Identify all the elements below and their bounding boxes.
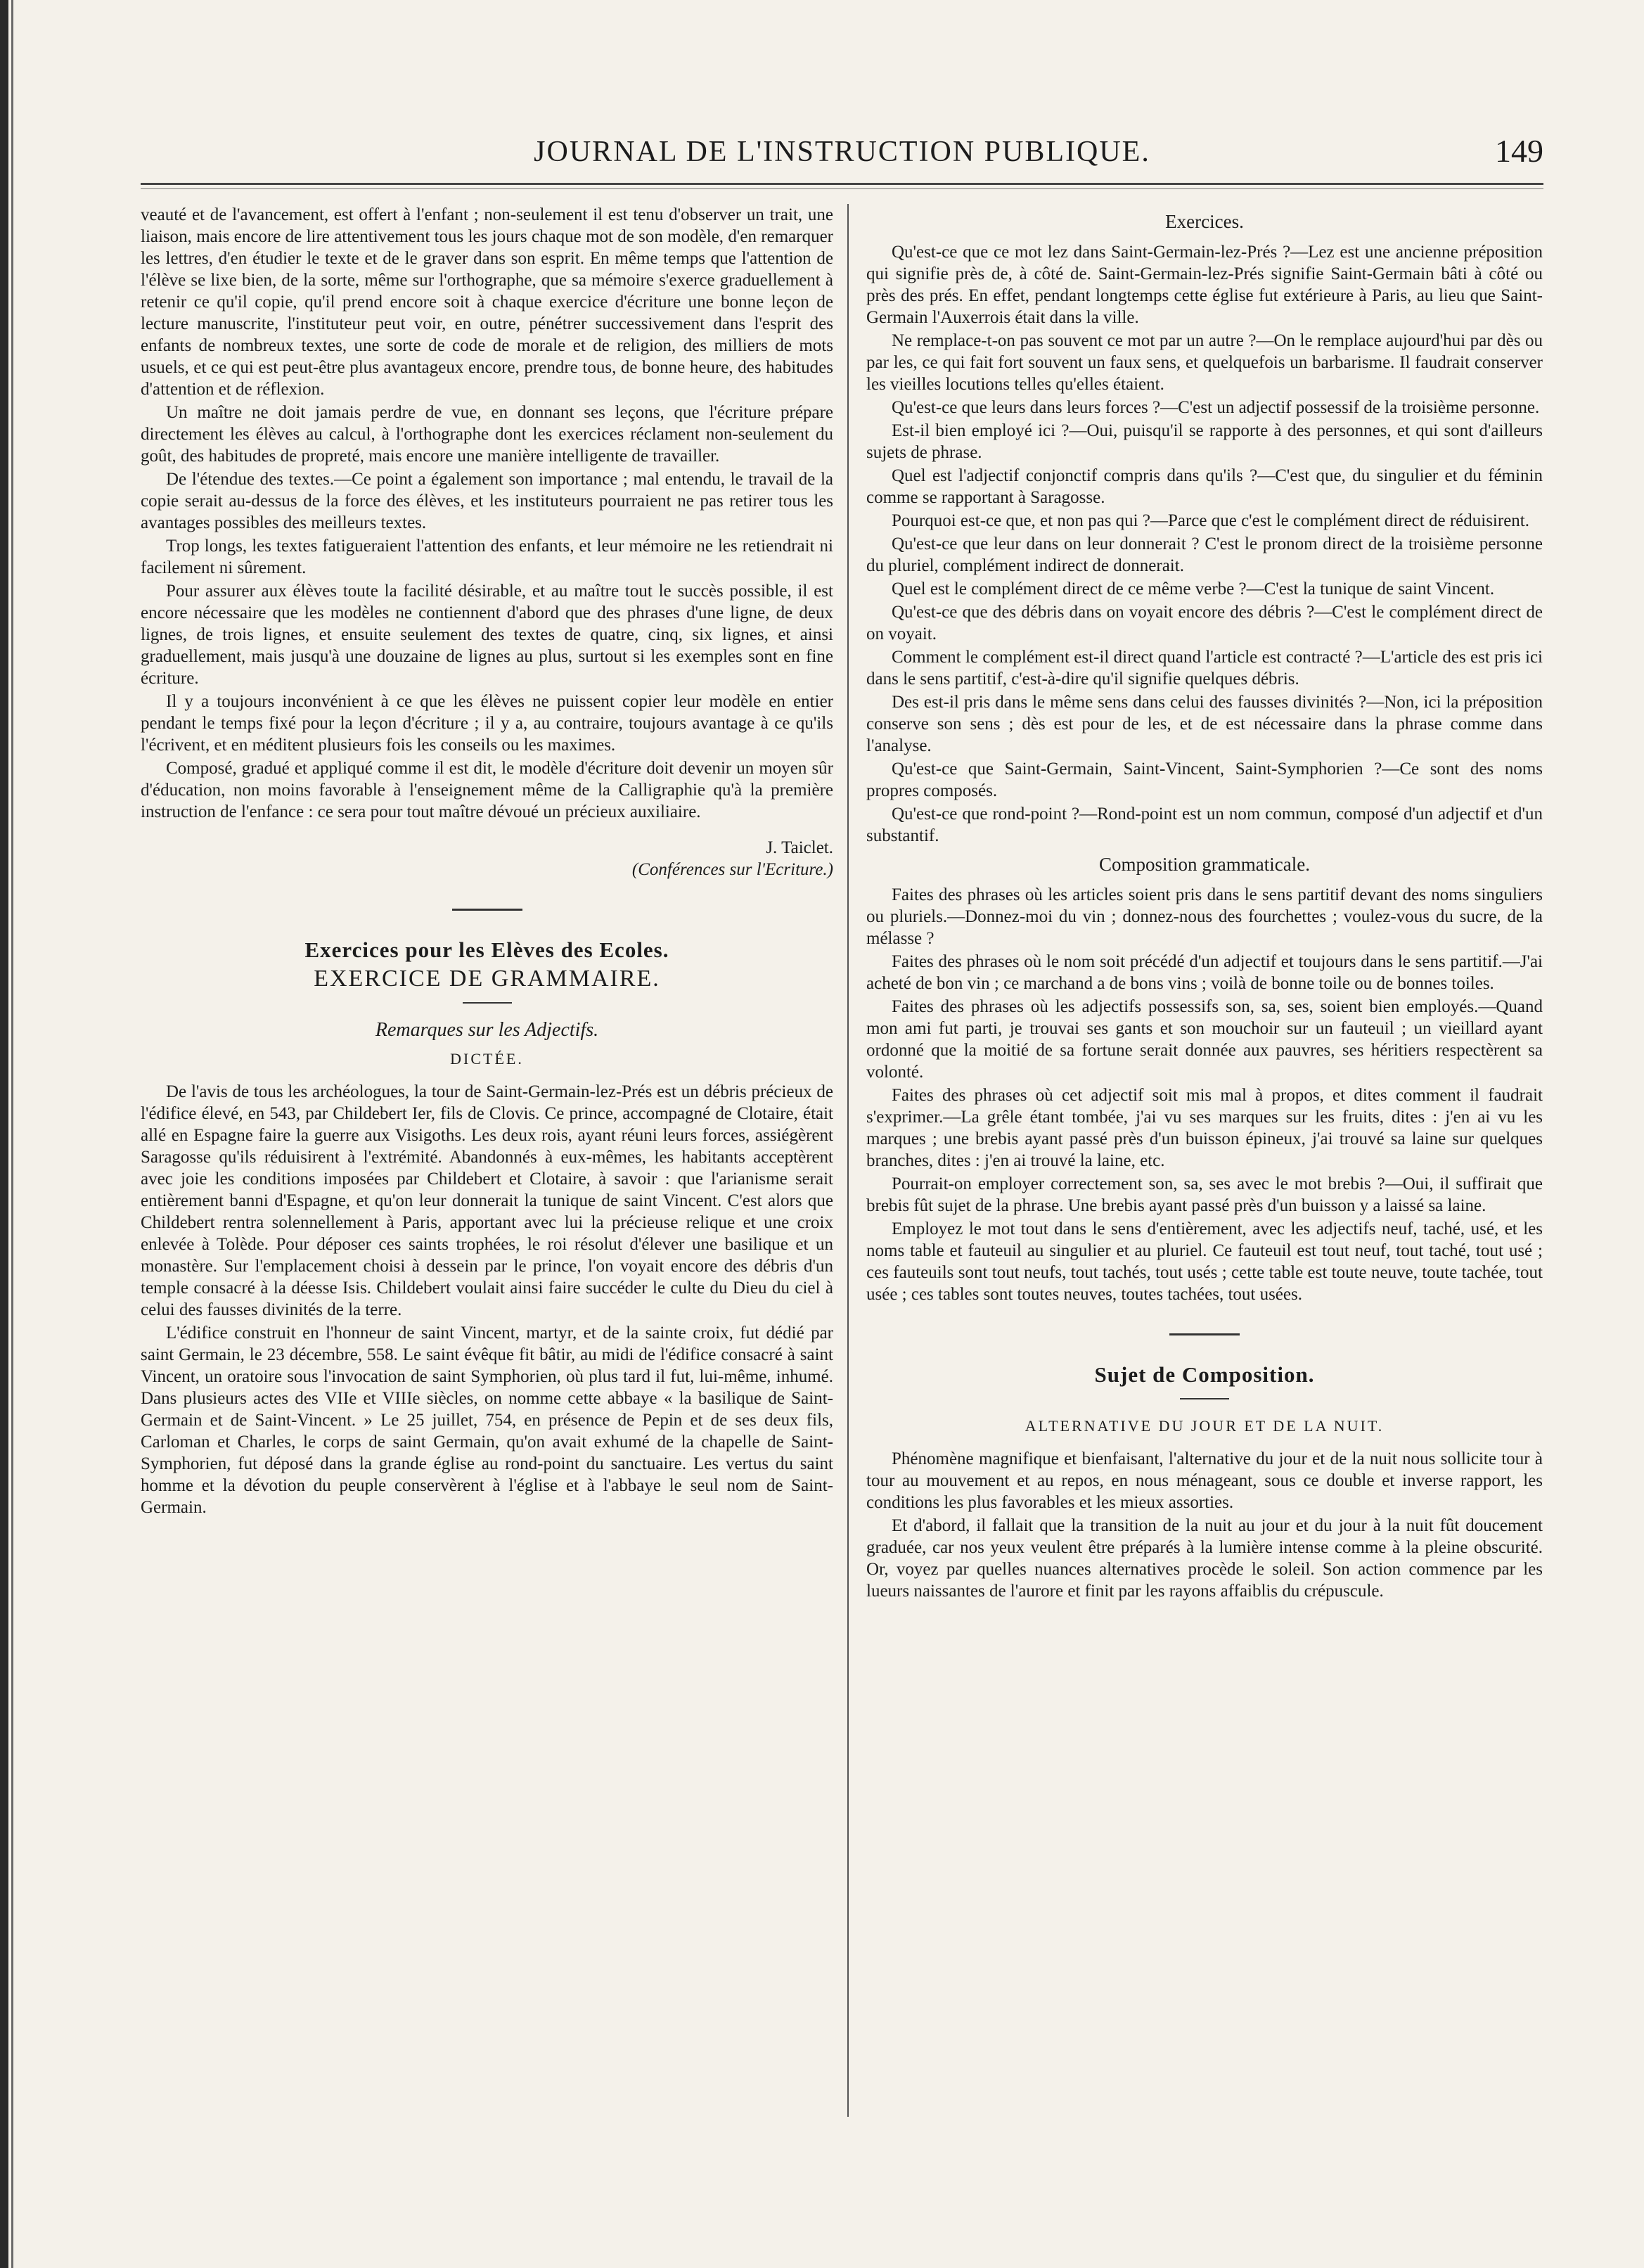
dictee-label: DICTÉE. <box>450 1050 524 1068</box>
section-separator <box>1169 1333 1240 1335</box>
header-rule-thin <box>141 188 1543 189</box>
left-column <box>141 204 833 1520</box>
page-header <box>141 132 1543 174</box>
paragraph: De l'étendue des textes.—Ce point a également son importance ; mal entendu, le travail de la copie serait au-dessus de la force des élèves, et les instituteurs pourraient ne pas retirer tous les avantages possibles des meilleurs textes. <box>141 470 833 532</box>
composition-heading: Composition grammaticale. <box>1099 854 1310 875</box>
subject-subtitle: ALTERNATIVE DU JOUR ET DE LA NUIT. <box>1025 1417 1385 1435</box>
paragraph: Composé, gradué et appliqué comme il est dit, le modèle d'écriture doit devenir un moyen sûr d'éducation, non moins favorable à l'enseignement même de la Calligraphie qu'à la première instruction de l'enfance : ce sera pour tout maître dévoué un précieux auxiliaire. <box>141 759 833 821</box>
paragraph: Trop longs, les textes fatigueraient l'attention des enfants, et leur mémoire ne les retiendrait ni facilement ni sûrement. <box>141 537 833 577</box>
paragraph: Des est-il pris dans le même sens dans celui des fausses divinités ?—Non, ici la préposition conserve son sens ; dès est pour de les, et de est nécessaire dans la phrase comme dans l'analyse. <box>866 693 1543 755</box>
signature-source: (Conférences sur l'Ecriture.) <box>631 860 833 879</box>
short-separator <box>463 1002 512 1004</box>
paragraph: Faites des phrases où les adjectifs possessifs son, sa, ses, soient bien employés.—Quand mon ami fut parti, je trouvai ses gants et son mouchoir sur un fauteuil ; un vieillard ayant ordonné que la moitié de sa fortune serait donnée aux pauvres, ses héritiers respectèrent sa volonté. <box>866 997 1543 1082</box>
page-number: 149 <box>1495 133 1543 169</box>
paragraph: Pour assurer aux élèves toute la facilité désirable, et au maître tout le succès possible, il est encore nécessaire que les modèles ne contiennent d'abord que des phrases d'une ligne, de deux lignes, de trois lignes, et ensuite seulement des textes de quatre, cinq, six lignes, et ainsi graduellement, mais jusqu'à une douzaine de lignes au plus, surtout si les exemples sont en fine écriture. <box>141 582 833 688</box>
paragraph: Comment le complément est-il direct quand l'article est contracté ?—L'article des est pris ici dans le sens partitif, c'est-à-dire qu'il signifie quelques débris. <box>866 648 1543 688</box>
paragraph: Qu'est-ce que leur dans on leur donnerait ? C'est le pronom direct de la troisième personne du pluriel, complément indirect de donnerait. <box>866 534 1543 575</box>
paragraph: veauté et de l'avancement, est offert à l'enfant ; non-seulement il est tenu d'observer un trait, une liaison, mais encore de lire attentivement tous les jours chaque mot de son modèle, d'en remarquer les lettres, d'en étudier le texte et de le graver dans son esprit. En même temps que l'attention de l'élève se lixe bien, de la sorte, même sur l'orthographe, que sa mémoire s'exerce graduellement à retenir ce qu'il copie, qu'il prend encore soit à chaque exercice d'écriture une bonne leçon de lecture manuscrite, l'instituteur peut voir, en outre, pénétrer successivement dans l'esprit des enfants de nombreux textes, une sorte de code de morale et de religion, des milliers de mots usuels, et ce qui est peut-être plus avantageux encore, prendre tous, de bonne heure, des habitudes d'attention et de réflexion. <box>141 205 833 399</box>
paragraph: L'édifice construit en l'honneur de saint Vincent, martyr, et de la sainte croix, fut dédié par saint Germain, le 23 décembre, 558. Le saint évêque fit bâtir, au midi de l'édifice consacré à saint Vincent, un oratoire sous l'invocation de saint Symphorien, où plus tard il fut, lui-même, inhumé. Dans plusieurs actes des VIIe et VIIIe siècles, on nomme cette abbaye « la basilique de Saint-Germain et de Saint-Vincent. » Le 25 juillet, 754, en présence de Pepin et de ses deux fils, Carloman et Charles, le corps de saint Germain, qu'on avait exhumé de la chapelle de Saint-Symphorien, fut déposé dans la grande église au rond-point du sanctuaire. Les vertus du saint homme et la dévotion du peuple conservèrent à l'église et à l'abbaye le seul nom de Saint-Germain. <box>141 1324 833 1517</box>
paragraph: Qu'est-ce que ce mot lez dans Saint-Germain-lez-Prés ?—Lez est une ancienne préposition qui signifie près de, à côté de. Saint-Germain-lez-Prés signifie Saint-Germain bâti à côté ou près des prés. En effet, pendant longtemps cette église fut extérieure à Paris, au lieu que Saint-Germain l'Auxerrois était dans la ville. <box>866 243 1543 327</box>
paragraph: Est-il bien employé ici ?—Oui, puisqu'il se rapporte à des personnes, et qui sont d'ailleurs sujets de phrase. <box>866 421 1543 462</box>
journal-title: JOURNAL DE L'INSTRUCTION PUBLIQUE. <box>534 136 1150 168</box>
paragraph: Pourrait-on employer correctement son, sa, ses avec le mot brebis ?—Oui, il suffirait que brebis fût sujet de la phrase. Une brebis ayant passé près d'un buisson y a laissé sa laine. <box>866 1174 1543 1215</box>
column-divider <box>847 204 849 2117</box>
paragraph: Employez le mot tout dans le sens d'entièrement, avec les adjectifs neuf, taché, usé, et les noms table et fauteuil au singulier et au pluriel. Ce fauteuil est tout neuf, tout taché, tout usé ; ces fauteuils sont tout neufs, tout tachés, tout usés ; cette table est toute neuve, toute tachée, tout usée ; ces tables sont toutes neuves, toutes tachées, tout usées. <box>866 1219 1543 1304</box>
paragraph: Et d'abord, il fallait que la transition de la nuit au jour et du jour à la nuit fût doucement graduée, car nos yeux veulent être préparés à la lumière intense comme à la pleine obscurité. Or, voyez par quelles nuances alternatives procède le soleil. Son action commence par les lueurs naissantes de l'aurore et finit par les rayons affaiblis du crépuscule. <box>866 1516 1543 1601</box>
short-separator <box>1180 1398 1229 1399</box>
header-rule <box>141 183 1543 185</box>
exercises-heading: Exercices. <box>1165 211 1244 232</box>
paragraph: Pourquoi est-ce que, et non pas qui ?—Parce que c'est le complément direct de réduisirent. <box>892 511 1529 530</box>
paragraph: Qu'est-ce que des débris dans on voyait encore des débris ?—C'est le complément direct de on voyait. <box>866 603 1543 643</box>
right-column <box>866 204 1543 1603</box>
exercise-title: EXERCICE DE GRAMMAIRE. <box>314 966 660 992</box>
exercise-subtitle: Remarques sur les Adjectifs. <box>375 1019 599 1041</box>
section-title: Exercices pour les Elèves des Ecoles. <box>304 937 669 962</box>
paragraph: De l'avis de tous les archéologues, la tour de Saint-Germain-lez-Prés est un débris précieux de l'édifice élevé, en 543, par Childebert Ier, fils de Clovis. Ce prince, accompagné de Clotaire, était allé en Espagne faire la guerre aux Visigoths. Les deux rois, ayant réuni leurs forces, assiégèrent Saragosse qu'ils réduisirent à l'extrémité. Abandonnés à eux-mêmes, les habitants acceptèrent avec joie les conditions imposées par Childebert et Clotaire, à savoir : que l'arianisme serait entièrement banni d'Espagne, et qu'on leur donnerait la tunique de saint Vincent. C'est alors que Childebert rentra solennellement à Paris, apportant avec lui la précieuse relique et une croix enlevée à Tolède. Pour déposer ces saints trophées, le roi résolut d'élever une basilique et un monastère. Sur l'emplacement choisi à dessein par le prince, l'on voyait encore des débris d'un temple consacré à la déesse Isis. Childebert voulait ainsi faire succéder le culte du Dieu du ciel à celui des fausses divinités de la terre. <box>141 1082 833 1319</box>
paragraph: Faites des phrases où les articles soient pris dans le sens partitif devant des noms singuliers ou pluriels.—Donnez-moi du vin ; donnez-nous des fourchettes ; voulez-vous du sucre, de la mélasse ? <box>866 885 1543 948</box>
paragraph: Qu'est-ce que Saint-Germain, Saint-Vincent, Saint-Symphorien ?—Ce sont des noms propres composés. <box>866 760 1543 800</box>
paragraph: Ne remplace-t-on pas souvent ce mot par un autre ?—On le remplace aujourd'hui par dès ou par les, ce qui fait fort souvent un faux sens, et quelquefois un barbarisme. Il faudrait conserver les vieilles locutions telles qu'elles étaient. <box>866 331 1543 394</box>
paragraph: Qu'est-ce que rond-point ?—Rond-point est un nom commun, composé d'un adjectif et d'un substantif. <box>866 805 1543 845</box>
paragraph: Un maître ne doit jamais perdre de vue, en donnant ses leçons, que l'écriture prépare directement les élèves au calcul, à l'orthographe dont les exercices réclament non-seulement du goût, des habitudes de propreté, mais encore une manière intelligente de travailler. <box>141 403 833 466</box>
paragraph: Il y a toujours inconvénient à ce que les élèves ne puissent copier leur modèle en entier pendant le temps fixé pour la leçon d'écriture ; il y a, au contraire, toujours avantage à ce qu'ils l'écrivent, et en méditent plusieurs fois les conseils ou les maximes. <box>141 692 833 755</box>
paragraph: Qu'est-ce que leurs dans leurs forces ?—C'est un adjectif possessif de la troisième personne. <box>892 398 1540 417</box>
page-binding-edge <box>0 0 8 2268</box>
paragraph: Phénomène magnifique et bienfaisant, l'alternative du jour et de la nuit nous sollicite tour à tour au mouvement et au repos, en nous ménageant, sous ce double et inverse rapport, les conditions les plus favorables et les mieux assorties. <box>866 1449 1543 1512</box>
paragraph: Faites des phrases où le nom soit précédé d'un adjectif et toujours dans le sens partitif.—J'ai acheté de bon vin ; ce marchand a de bons vins ; voilà de bonne toile ou de bonnes toiles. <box>866 952 1543 993</box>
page-binding-line <box>11 0 13 2268</box>
signature-name: J. Taiclet. <box>766 838 833 857</box>
subject-title: Sujet de Composition. <box>1094 1362 1315 1387</box>
paragraph: Faites des phrases où cet adjectif soit mis mal à propos, et dites comment il faudrait s'exprimer.—La grêle étant tombée, j'ai vu ses marques sur les fruits, dites : j'en ai vu les marques ; une brebis ayant passé près d'un buisson épineux, j'ai trouvé sa laine sur quelques branches, dites : j'en ai trouvé la laine, etc. <box>866 1086 1543 1170</box>
paragraph: Quel est l'adjectif conjonctif compris dans qu'ils ?—C'est que, du singulier et du féminin comme se rapportant à Saragosse. <box>866 466 1543 507</box>
section-separator <box>452 909 522 911</box>
paragraph: Quel est le complément direct de ce même verbe ?—C'est la tunique de saint Vincent. <box>892 579 1495 598</box>
